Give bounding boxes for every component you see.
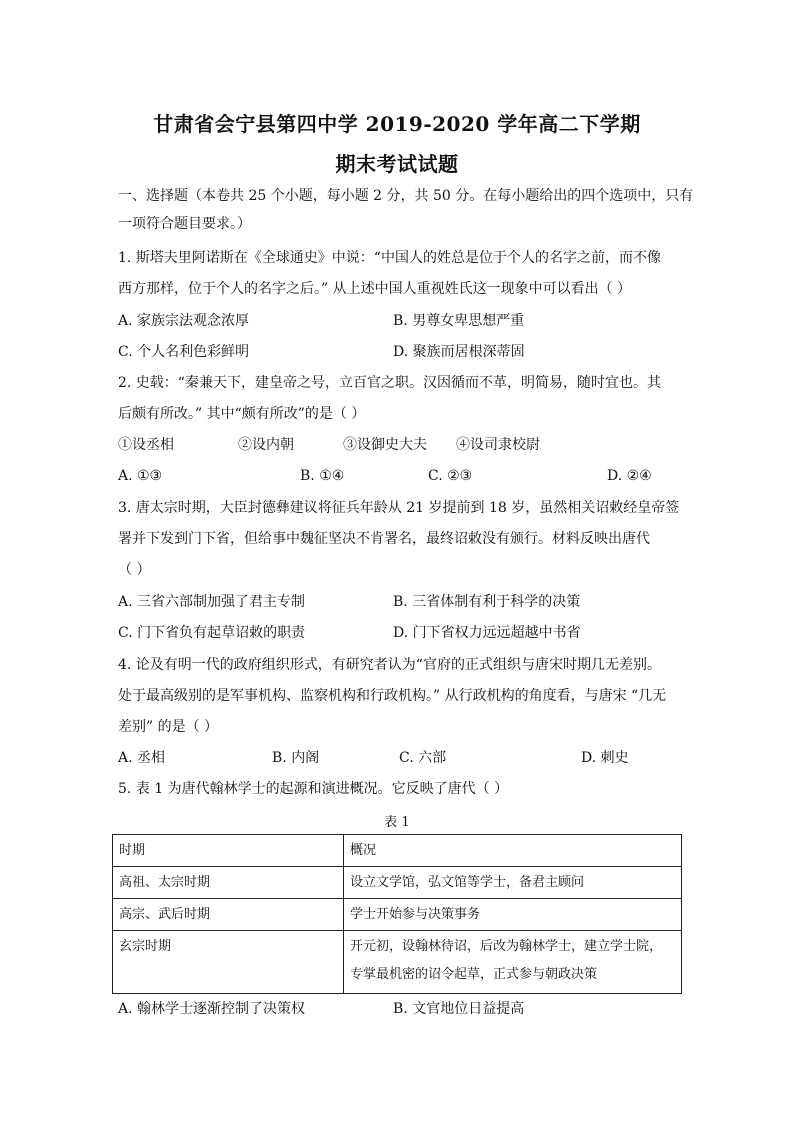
question-4-option-d: D. 刺史	[581, 750, 629, 766]
question-2-option-b: B. ①④	[300, 468, 345, 484]
table-row	[113, 931, 682, 994]
page-subtitle: 期末考试试题	[335, 152, 459, 176]
table-cell-summary-line1: 开元初，设翰林待诏，后改为翰林学士，建立学士院，	[350, 939, 663, 954]
page-title: 甘肃省会宁县第四中学 2019-2020 学年高二下学期	[153, 112, 641, 136]
question-3-option-c: C. 门下省负有起草诏敕的职责	[118, 625, 306, 641]
table-caption: 表 1	[384, 815, 410, 830]
question-3-option-d: D. 门下省权力远远超越中书省	[393, 625, 581, 641]
question-1-option-b: B. 男尊女卑思想严重	[393, 313, 525, 329]
question-5-option-a: A. 翰林学士逐渐控制了决策权	[118, 1001, 306, 1017]
table-header-summary: 概况	[344, 835, 682, 867]
table-cell-period: 高祖、太宗时期	[113, 867, 344, 899]
question-5-option-b: B. 文官地位日益提高	[393, 1001, 525, 1017]
section-intro: 一、选择题（本卷共 25 个小题，每小题 2 分，共 50 分。在每小题给出的四个选项中，只有	[118, 188, 694, 204]
question-4-option-a: A. 丞相	[118, 750, 166, 766]
table-row	[113, 867, 682, 899]
question-4-stem-cont: 处于最高级别的是军事机构、监察机构和行政机构。” 从行政机构的角度看，与唐宋 “几无	[118, 688, 667, 704]
question-1-option-d: D. 聚族而居根深蒂固	[393, 344, 525, 360]
question-2-option-d: D. ②④	[607, 468, 652, 484]
question-2-option-c: C. ②③	[428, 468, 473, 484]
question-3-option-a: A. 三省六部制加强了君主专制	[118, 594, 306, 610]
question-2-item-1: ①设丞相	[118, 437, 174, 453]
history-table	[112, 834, 682, 994]
question-2-stem: 2. 史载：“秦兼天下，建皇帝之号，立百官之职。汉因循而不革，明简易，随时宜也。其	[118, 375, 661, 391]
question-3-stem: 3. 唐太宗时期，大臣封德彝建议将征兵年龄从 21 岁提前到 18 岁，虽然相关诏敕经皇帝签	[118, 500, 680, 516]
question-2-item-2: ②设内朝	[238, 437, 294, 453]
question-2-stem-cont: 后颇有所改。” 其中“颇有所改”的是（ ）	[118, 406, 366, 422]
table-header-period: 时期	[113, 835, 344, 867]
question-2-item-4: ④设司隶校尉	[456, 437, 540, 453]
table-cell-period: 高宗、武后时期	[113, 899, 344, 931]
question-2-option-a: A. ①③	[118, 468, 163, 484]
table-cell-period: 玄宗时期	[113, 931, 344, 994]
table-cell-summary: 设立文学馆，弘文馆等学士，备君主顾问	[344, 867, 682, 899]
question-3-stem-cont: 署并下发到门下省，但给事中魏征坚决不肯署名，最终诏敕没有颁行。材料反映出唐代	[118, 531, 650, 547]
table-header-row	[113, 835, 682, 867]
question-1-option-a: A. 家族宗法观念浓厚	[118, 313, 250, 329]
question-1-stem-cont: 西方那样，位于个人的名字之后。” 从上述中国人重视姓氏这一现象中可以看出（ ）	[118, 281, 632, 297]
question-3-stem-end: （ ）	[118, 562, 151, 578]
question-4-option-b: B. 内阁	[272, 750, 320, 766]
table-cell-summary	[344, 931, 682, 994]
section-intro-cont: 一项符合题目要求。）	[118, 216, 251, 232]
question-2-item-3: ③设御史大夫	[343, 437, 427, 453]
question-1-stem: 1. 斯塔夫里阿诺斯在《全球通史》中说：“中国人的姓总是位于个人的名字之前，而不像	[118, 250, 661, 266]
question-4-stem: 4. 论及有明一代的政府组织形式，有研究者认为“官府的正式组织与唐宋时期几无差别。	[118, 657, 661, 673]
table-row	[113, 899, 682, 931]
question-5-stem: 5. 表 1 为唐代翰林学士的起源和演进概况。它反映了唐代（ ）	[118, 781, 509, 797]
table-cell-summary-line2: 专掌最机密的诏令起草，正式参与朝政决策	[350, 967, 598, 982]
table-cell-summary: 学士开始参与决策事务	[344, 899, 682, 931]
question-4-stem-end: 差别” 的是（ ）	[118, 719, 219, 735]
question-1-option-c: C. 个人名利色彩鲜明	[118, 344, 250, 360]
question-4-option-c: C. 六部	[399, 750, 447, 766]
question-3-option-b: B. 三省体制有利于科学的决策	[393, 594, 581, 610]
